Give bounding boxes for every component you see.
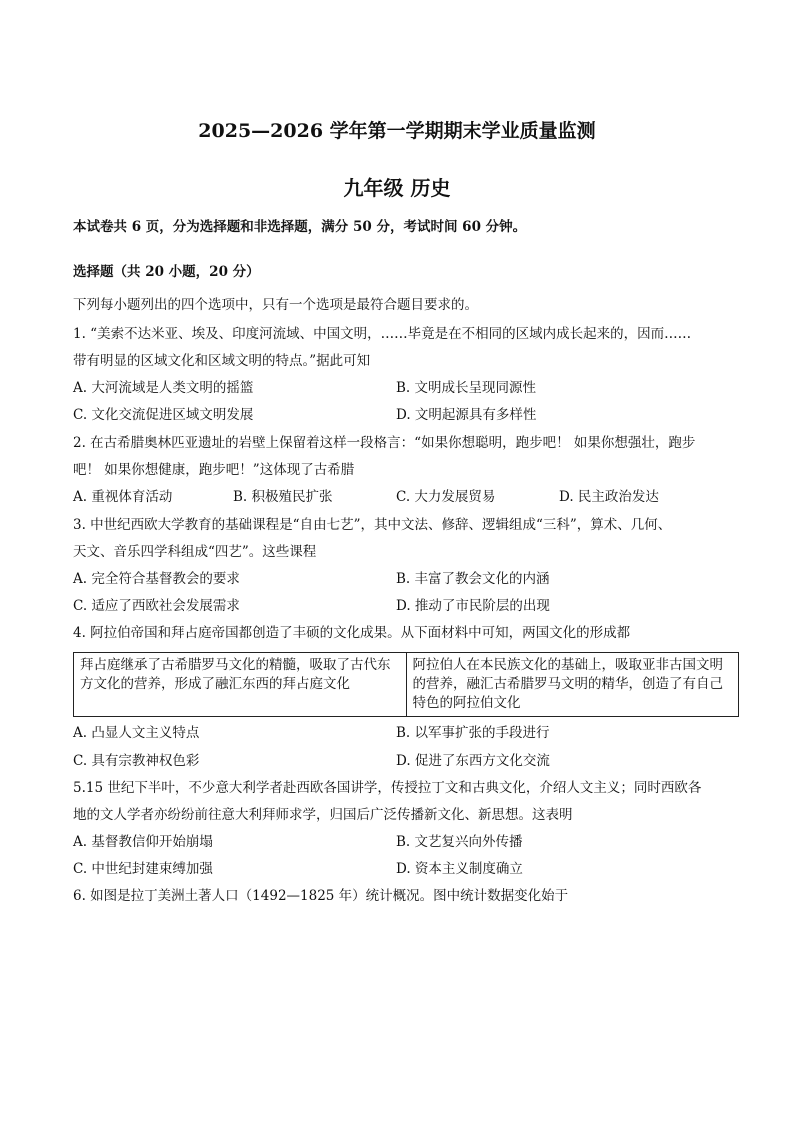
q1-stem-line2: 带有明显的区域文化和区域文明的特点。”据此可知 [73, 353, 371, 369]
q4-material-byzantine: 拜占庭继承了古希腊罗马文化的精髓，吸取了古代东方文化的营养，形成了融汇东西的拜占庭文化 [74, 653, 407, 717]
q3-stem-line1: 3. 中世纪西欧大学教育的基础课程是“自由七艺”，其中文法、修辞、逻辑组成“三科”，算术、几何、 [73, 517, 672, 533]
q2-option-b: B. 积极殖民扩张 [233, 489, 333, 505]
q4-option-c: C. 具有宗教神权色彩 [73, 753, 200, 769]
q3-option-d: D. 推动了市民阶层的出现 [396, 598, 550, 614]
exam-title: 2025—2026 学年第一学期期末学业质量监测 [198, 120, 596, 142]
q4-material-table [73, 652, 739, 717]
q1-option-a: A. 大河流域是人类文明的摇篮 [73, 380, 254, 396]
section-heading: 选择题（共 20 小题，20 分） [73, 264, 260, 280]
q4-material-row [74, 653, 739, 717]
q1-stem-line1: 1. “美索不达米亚、埃及、印度河流域、中国文明，……毕竟是在不相同的区域内成长起来的，因而…… [73, 326, 692, 342]
q5-option-a: A. 基督教信仰开始崩塌 [73, 834, 213, 850]
q4-option-a: A. 凸显人文主义特点 [73, 725, 200, 741]
q4-option-b: B. 以军事扩张的手段进行 [396, 725, 550, 741]
exam-instructions: 本试卷共 6 页，分为选择题和非选择题，满分 50 分，考试时间 60 分钟。 [73, 219, 527, 235]
q5-stem-line1: 5.15 世纪下半叶，不少意大利学者赴西欧各国讲学，传授拉丁文和古典文化，介绍人文主义；同时西欧各 [73, 780, 702, 796]
exam-subject: 九年级 历史 [343, 176, 451, 200]
q5-option-b: B. 文艺复兴向外传播 [396, 834, 523, 850]
section-intro: 下列每小题列出的四个选项中，只有一个选项是最符合题目要求的。 [73, 297, 478, 313]
q5-option-c: C. 中世纪封建束缚加强 [73, 861, 213, 877]
q4-stem-line1: 4. 阿拉伯帝国和拜占庭帝国都创造了丰硕的文化成果。从下面材料中可知，两国文化的形成都 [73, 625, 631, 641]
q2-option-c: C. 大力发展贸易 [396, 489, 496, 505]
q6-stem-line1: 6. 如图是拉丁美洲土著人口（1492—1825 年）统计概况。图中统计数据变化始于 [73, 888, 569, 904]
q2-option-a: A. 重视体育活动 [73, 489, 173, 505]
q5-stem-line2: 地的文人学者亦纷纷前往意大利拜师求学，归国后广泛传播新文化、新思想。这表明 [73, 807, 573, 823]
q1-option-d: D. 文明起源具有多样性 [396, 407, 537, 423]
q4-option-d: D. 促进了东西方文化交流 [396, 753, 550, 769]
q2-option-d: D. 民主政治发达 [559, 489, 659, 505]
q3-option-a: A. 完全符合基督教会的要求 [73, 571, 240, 587]
q3-stem-line2: 天文、音乐四学科组成“四艺”。这些课程 [73, 544, 317, 560]
q3-option-b: B. 丰富了教会文化的内涵 [396, 571, 550, 587]
q2-stem-line1: 2. 在古希腊奥林匹亚遗址的岩壁上保留着这样一段格言：“如果你想聪明，跑步吧！ 如果你想强壮，跑步 [73, 435, 696, 451]
q1-option-c: C. 文化交流促进区域文明发展 [73, 407, 254, 423]
q5-option-d: D. 资本主义制度确立 [396, 861, 523, 877]
q1-option-b: B. 文明成长呈现同源性 [396, 380, 537, 396]
q2-stem-line2: 吧！ 如果你想健康，跑步吧！”这体现了古希腊 [73, 462, 355, 478]
q4-material-arab: 阿拉伯人在本民族文化的基础上，吸取亚非古国文明的营养，融汇古希腊罗马文明的精华，创造了有自己特色的阿拉伯文化 [406, 653, 739, 717]
q3-option-c: C. 适应了西欧社会发展需求 [73, 598, 240, 614]
